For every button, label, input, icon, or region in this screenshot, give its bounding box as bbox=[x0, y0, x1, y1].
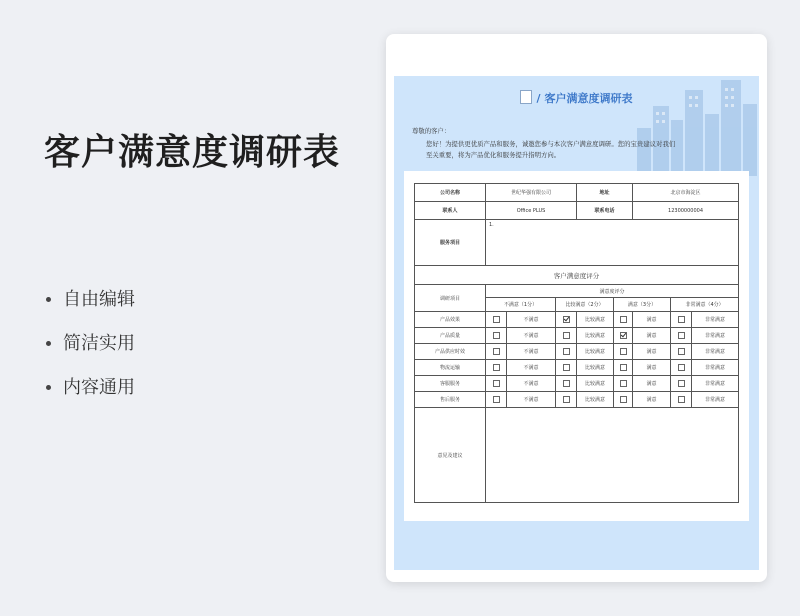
intro-paragraph: 您好！为提供更优质产品和服务，诚邀您参与本次客户满意度调研。您的宝贵建议对我们至关重要，将为产品优化和服务提升指明方向。 bbox=[426, 140, 676, 159]
rating-option-label: 满意 bbox=[633, 328, 671, 344]
rating-option-label: 比较满意 bbox=[577, 360, 614, 376]
checkbox-icon[interactable] bbox=[493, 364, 500, 371]
salutation: 尊敬的客户： bbox=[412, 127, 451, 135]
rating-checkbox-cell[interactable] bbox=[614, 392, 633, 408]
service-field[interactable]: 1. bbox=[486, 220, 739, 266]
rating-checkbox-cell[interactable] bbox=[486, 376, 507, 392]
service-label: 服务项目 bbox=[415, 220, 486, 266]
rating-checkbox-cell[interactable] bbox=[614, 328, 633, 344]
rating-option-label: 不满意 bbox=[507, 360, 556, 376]
checkbox-icon[interactable] bbox=[678, 348, 685, 355]
rating-row bbox=[415, 360, 739, 376]
rating-row bbox=[415, 328, 739, 344]
bullet-icon bbox=[46, 341, 51, 346]
hero-title: 客户满意度调研表 bbox=[44, 132, 341, 173]
rating-rows bbox=[415, 312, 739, 408]
rating-option-label: 非常满意 bbox=[692, 344, 739, 360]
rating-checkbox-cell[interactable] bbox=[556, 392, 577, 408]
feature-item: 简洁实用 bbox=[44, 331, 135, 375]
rating-item-name: 物流运输 bbox=[415, 360, 486, 376]
company-label: 公司名称 bbox=[415, 184, 486, 202]
feedback-field[interactable] bbox=[486, 408, 739, 503]
document-page bbox=[394, 76, 759, 570]
rating-option-label: 非常满意 bbox=[692, 376, 739, 392]
checkbox-icon[interactable] bbox=[678, 316, 685, 323]
rating-row bbox=[415, 376, 739, 392]
rating-option-label: 不满意 bbox=[507, 312, 556, 328]
rating-option-label: 不满意 bbox=[507, 328, 556, 344]
checked-checkbox-icon[interactable] bbox=[620, 332, 627, 339]
checkbox-icon[interactable] bbox=[493, 332, 500, 339]
document-icon bbox=[520, 90, 532, 104]
document-title: / 客户满意度调研表 bbox=[394, 90, 759, 106]
rating-row bbox=[415, 312, 739, 328]
rating-checkbox-cell[interactable] bbox=[614, 344, 633, 360]
rating-option-label: 满意 bbox=[633, 392, 671, 408]
checkbox-icon[interactable] bbox=[620, 364, 627, 371]
rating-row bbox=[415, 344, 739, 360]
rating-checkbox-cell[interactable] bbox=[556, 312, 577, 328]
checkbox-icon[interactable] bbox=[563, 380, 570, 387]
rating-option-label: 比较满意 bbox=[577, 376, 614, 392]
rating-checkbox-cell[interactable] bbox=[671, 344, 692, 360]
phone-field[interactable]: 12300000004 bbox=[633, 202, 739, 220]
checkbox-icon[interactable] bbox=[493, 380, 500, 387]
checkbox-icon[interactable] bbox=[563, 332, 570, 339]
feature-list bbox=[44, 287, 135, 419]
rating-checkbox-cell[interactable] bbox=[671, 312, 692, 328]
rating-item-name: 售后服务 bbox=[415, 392, 486, 408]
rating-checkbox-cell[interactable] bbox=[486, 344, 507, 360]
company-field[interactable]: 世纪华强有限公司 bbox=[486, 184, 577, 202]
rating-checkbox-cell[interactable] bbox=[556, 360, 577, 376]
rating-row bbox=[415, 392, 739, 408]
score-header: 满意度评分 bbox=[486, 285, 739, 298]
address-field[interactable]: 北京市海淀区 bbox=[633, 184, 739, 202]
checkbox-icon[interactable] bbox=[678, 396, 685, 403]
level-header: 比较满意（2分） bbox=[556, 298, 614, 312]
checkbox-icon[interactable] bbox=[620, 316, 627, 323]
rating-option-label: 满意 bbox=[633, 360, 671, 376]
rating-option-label: 满意 bbox=[633, 312, 671, 328]
checkbox-icon[interactable] bbox=[678, 364, 685, 371]
bullet-icon bbox=[46, 297, 51, 302]
checkbox-icon[interactable] bbox=[678, 380, 685, 387]
checkbox-icon[interactable] bbox=[493, 396, 500, 403]
rating-checkbox-cell[interactable] bbox=[556, 328, 577, 344]
rating-option-label: 非常满意 bbox=[692, 312, 739, 328]
rating-item-name: 产品效果 bbox=[415, 312, 486, 328]
rating-option-label: 比较满意 bbox=[577, 312, 614, 328]
address-label: 地址 bbox=[577, 184, 633, 202]
survey-table bbox=[414, 183, 739, 503]
rating-checkbox-cell[interactable] bbox=[614, 312, 633, 328]
checkbox-icon[interactable] bbox=[620, 348, 627, 355]
rating-option-label: 比较满意 bbox=[577, 328, 614, 344]
rating-option-label: 不满意 bbox=[507, 344, 556, 360]
rating-checkbox-cell[interactable] bbox=[486, 328, 507, 344]
rating-option-label: 非常满意 bbox=[692, 360, 739, 376]
rating-checkbox-cell[interactable] bbox=[671, 376, 692, 392]
checkbox-icon[interactable] bbox=[493, 348, 500, 355]
rating-checkbox-cell[interactable] bbox=[486, 312, 507, 328]
level-header: 非常满意（4分） bbox=[671, 298, 739, 312]
rating-checkbox-cell[interactable] bbox=[556, 344, 577, 360]
rating-checkbox-cell[interactable] bbox=[614, 376, 633, 392]
rating-checkbox-cell[interactable] bbox=[556, 376, 577, 392]
checkbox-icon[interactable] bbox=[563, 396, 570, 403]
feedback-label: 意见及建议 bbox=[415, 408, 486, 503]
contact-field[interactable]: Office PLUS bbox=[486, 202, 577, 220]
checkbox-icon[interactable] bbox=[563, 348, 570, 355]
bullet-icon bbox=[46, 385, 51, 390]
contact-label: 联系人 bbox=[415, 202, 486, 220]
rating-option-label: 不满意 bbox=[507, 376, 556, 392]
checkbox-icon[interactable] bbox=[620, 396, 627, 403]
rating-section-title: 客户满意度评分 bbox=[415, 266, 739, 285]
rating-item-name: 客服服务 bbox=[415, 376, 486, 392]
checkbox-icon[interactable] bbox=[563, 364, 570, 371]
phone-label: 联系电话 bbox=[577, 202, 633, 220]
level-header: 满意（3分） bbox=[614, 298, 671, 312]
rating-checkbox-cell[interactable] bbox=[671, 328, 692, 344]
checkbox-icon[interactable] bbox=[678, 332, 685, 339]
document-preview-card[interactable] bbox=[386, 34, 767, 582]
rating-option-label: 非常满意 bbox=[692, 392, 739, 408]
checked-checkbox-icon[interactable] bbox=[563, 316, 570, 323]
feature-item: 自由编辑 bbox=[44, 287, 135, 331]
rating-option-label: 满意 bbox=[633, 376, 671, 392]
feature-item: 内容通用 bbox=[44, 375, 135, 419]
checkbox-icon[interactable] bbox=[620, 380, 627, 387]
rating-option-label: 比较满意 bbox=[577, 344, 614, 360]
rating-option-label: 不满意 bbox=[507, 392, 556, 408]
level-header: 不满意（1分） bbox=[486, 298, 556, 312]
rating-checkbox-cell[interactable] bbox=[614, 360, 633, 376]
rating-item-name: 产品质量 bbox=[415, 328, 486, 344]
rating-checkbox-cell[interactable] bbox=[671, 392, 692, 408]
survey-form bbox=[404, 171, 749, 521]
rating-option-label: 满意 bbox=[633, 344, 671, 360]
checkbox-icon[interactable] bbox=[493, 316, 500, 323]
rating-option-label: 比较满意 bbox=[577, 392, 614, 408]
rating-checkbox-cell[interactable] bbox=[671, 360, 692, 376]
rating-option-label: 非常满意 bbox=[692, 328, 739, 344]
rating-item-name: 产品供应时效 bbox=[415, 344, 486, 360]
survey-item-header: 调研项目 bbox=[415, 285, 486, 312]
rating-checkbox-cell[interactable] bbox=[486, 360, 507, 376]
rating-checkbox-cell[interactable] bbox=[486, 392, 507, 408]
